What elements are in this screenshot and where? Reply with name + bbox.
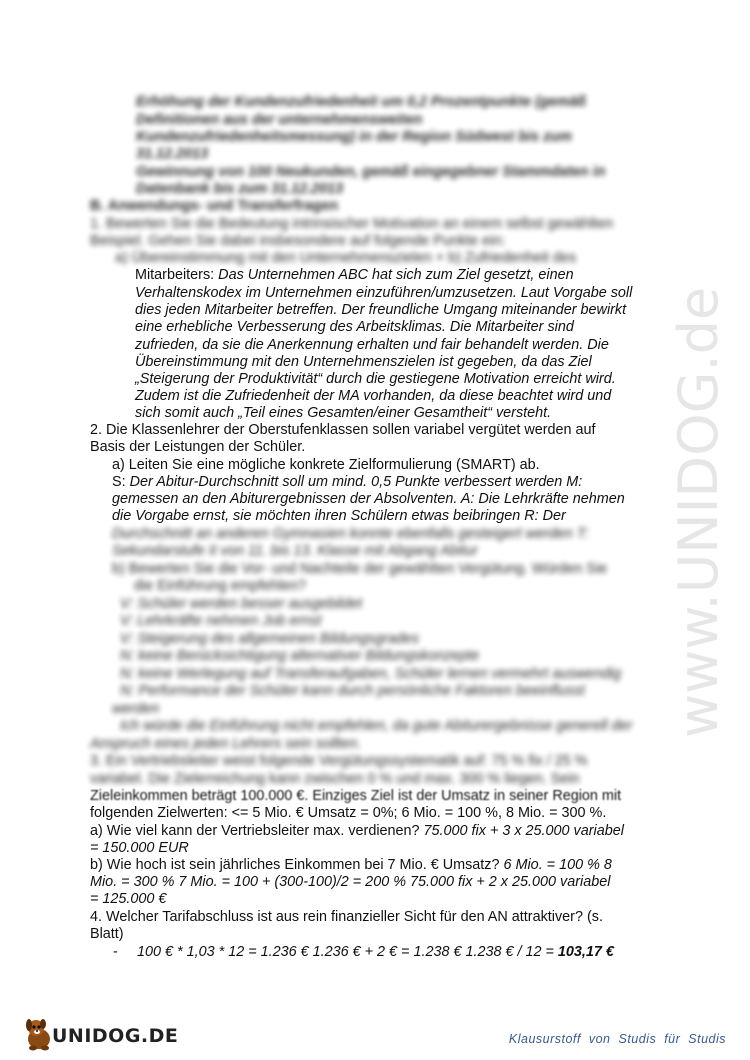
blurred-line: N: Performance der Schüler kann durch persönliche Faktoren beeinflusst (120, 683, 585, 699)
q1-label: Mitarbeiters: (135, 267, 215, 283)
q3b-line (90, 857, 612, 874)
q4-calc-text: 100 € * 1,03 * 12 = 1.236 € 1.236 € + 2 € = 1.238 € 1.238 € / 12 = (137, 944, 558, 960)
blurred-line: variabel. Die Zielerreichung kann zwischen 0 % und max. 300 % liegen. Sein (90, 771, 580, 787)
watermark-text: www.UNIDOG.de (667, 286, 730, 738)
blurred-line: Gewinnung von 100 Neukunden, gemäß eingegebner Stammdaten in (136, 164, 606, 180)
q1-answer-line: eine erhebliche Verbesserung des Arbeitsklimas. Die Mitarbeiter sind (135, 319, 574, 335)
blurred-line: V: Schüler werden besser ausgebildet (120, 596, 363, 612)
footer-slogan: Klausurstoff von Studis für Studis (508, 1032, 726, 1046)
q2-text: 2. Die Klassenlehrer der Oberstufenklassen sollen variabel vergütet werden auf (90, 422, 596, 438)
q1-answer-text: Das Unternehmen ABC hat sich zum Ziel gesetzt, einen (218, 267, 574, 283)
q3a-line (90, 823, 624, 840)
q3b-answer-cont: = 125.000 € (90, 891, 167, 907)
blurred-line: Durchschnitt an anderen Gymnasien konnte ebenfalls gesteigert werden T: (112, 526, 589, 542)
dog-mascot-icon (22, 1015, 56, 1053)
blurred-line: 3. Ein Vertriebsleiter weist folgende Vergütungssystematik auf: 75 % fix / 25 % (90, 753, 588, 769)
q1-answer-line: sich somit auch „Teil eines Gesamten/einer Gesamtheit“ versteht. (135, 405, 552, 421)
q2a-prefix: S: (112, 474, 130, 490)
blurred-line: die Einführung empfehlen? (134, 578, 307, 594)
blurred-line: 1. Bewerten Sie die Bedeutung intrinsischer Motivation an einem selbst gewählten (90, 216, 614, 232)
blurred-line: werden (112, 701, 160, 717)
blurred-line: N: keine Werlegung auf Transferaufgaben, Schüler lernen vermehrt auswendig (120, 666, 622, 682)
q1-answer-line: Übereinstimmung mit den Unternehmenszielen ist gegeben, da das Ziel (135, 354, 592, 370)
q1-answer-line: Verhaltenskodex im Unternehmen einzuführen/umzusetzen. Laut Vorgabe soll (135, 285, 633, 301)
q3a-question: a) Wie viel kann der Vertriebsleiter max. verdienen? (90, 823, 424, 839)
q3-partial-line: Zieleinkommen beträgt 100.000 €. Einziges Ziel ist der Umsatz in seiner Region mit (90, 788, 622, 804)
q1-answer-line: dies jeden Mitarbeiter betreffen. Der freundliche Umgang miteinander bewirkt (135, 302, 627, 318)
blurred-line: Anspruch eines jeden Lehrers sein sollten. (90, 736, 362, 752)
q1-answer-line (135, 267, 574, 284)
q1-answer-line: zufrieden, da sie die Anerkennung erhalten und fair behandelt werden. Die (135, 337, 609, 353)
q3b-answer: 6 Mio. = 100 % 8 (503, 857, 612, 873)
watermark-svg (655, 270, 735, 740)
blurred-line: Sekundarstufe II von 11. bis 13. Klasse mit Abgang Abitur (112, 543, 478, 559)
blurred-line: Ich würde die Einführung nicht empfehlen, da gute Abiturergebnisse generell der (120, 718, 633, 734)
section-heading: B. Anwendungs- und Transferfragen (90, 198, 339, 214)
watermark (655, 270, 735, 740)
q3a-answer-cont: = 150.000 EUR (90, 840, 189, 856)
blurred-line: Kundenzufriedenheitsmessung) in der Region Südwest bis zum (136, 129, 572, 145)
blurred-line: V: Lehrkräfte nehmen Job ernst (120, 613, 322, 629)
q4-dash: - (113, 944, 118, 960)
q4-calculation (137, 944, 614, 961)
q2-text: Basis der Leistungen der Schüler. (90, 439, 306, 455)
logo-text: UNIDOG.DE (52, 1025, 179, 1047)
q2a-question: a) Leiten Sie eine mögliche konkrete Zielformulierung (SMART) ab. (112, 457, 540, 473)
q4-text: Blatt) (90, 926, 124, 942)
q3a-answer: 75.000 fix + 3 x 25.000 variabel (423, 823, 624, 839)
q3b-answer-cont: Mio. = 300 % 7 Mio. = 100 + (300-100)/2 = 200 % 75.000 fix + 2 x 25.000 variabel (90, 874, 611, 890)
blurred-line: Definitionen aus der unternehmensweiten (136, 112, 423, 128)
q3-text: folgenden Zielwerten: <= 5 Mio. € Umsatz = 0%; 6 Mio. = 100 %, 8 Mio. = 300 %. (90, 805, 607, 821)
blurred-line: Erhöhung der Kundenzufriedenheit um 0,2 Prozentpunkte (gemäß (136, 94, 587, 110)
q2a-answer-line: gemessen an den Abiturergebnissen der Absolventen. A: Die Lehrkräfte nehmen (112, 491, 625, 507)
q4-result: 103,17 € (557, 944, 614, 960)
q2a-answer-line: die Vorgabe ernst, sie möchten ihren Schülern etwas beibringen R: Der (112, 508, 566, 524)
unidog-logo[interactable] (22, 1015, 179, 1053)
blurred-line: b) Bewerten Sie die Vor- und Nachteile der gewählten Vergütung. Würden Sie (112, 561, 608, 577)
q3b-question: b) Wie hoch ist sein jährliches Einkommen bei 7 Mio. € Umsatz? (90, 857, 504, 873)
q1-answer-line: „Steigerung der Produktivität“ durch die gestiegene Motivation erreicht wird. (135, 371, 616, 387)
q4-text: 4. Welcher Tarifabschluss ist aus rein finanzieller Sicht für den AN attraktiver? (s. (90, 909, 603, 925)
blurred-line: N: keine Berücksichtigung alternativer Bildungskonzepte (120, 648, 480, 664)
q2a-answer-line (112, 474, 582, 491)
blurred-line: V: Steigerung des allgemeinen Bildungsgrades (120, 631, 419, 647)
q1-answer-line: Zudem ist die Zufriedenheit der MA vorhanden, da diese beachtet wird und (135, 388, 612, 404)
blurred-line: a) Übereinstimmung mit den Unternehmenszielen + b) Zufriedenheit des (115, 250, 577, 266)
blurred-line: 31.12.2013 (136, 146, 209, 162)
q2a-answer-text: Der Abitur-Durchschnitt soll um mind. 0,5 Punkte verbessert werden M: (129, 474, 583, 490)
blurred-line: Beispiel. Gehen Sie dabei insbesondere auf folgende Punkte ein: (90, 233, 506, 249)
blurred-line: Datenbank bis zum 31.12.2013 (136, 181, 344, 197)
